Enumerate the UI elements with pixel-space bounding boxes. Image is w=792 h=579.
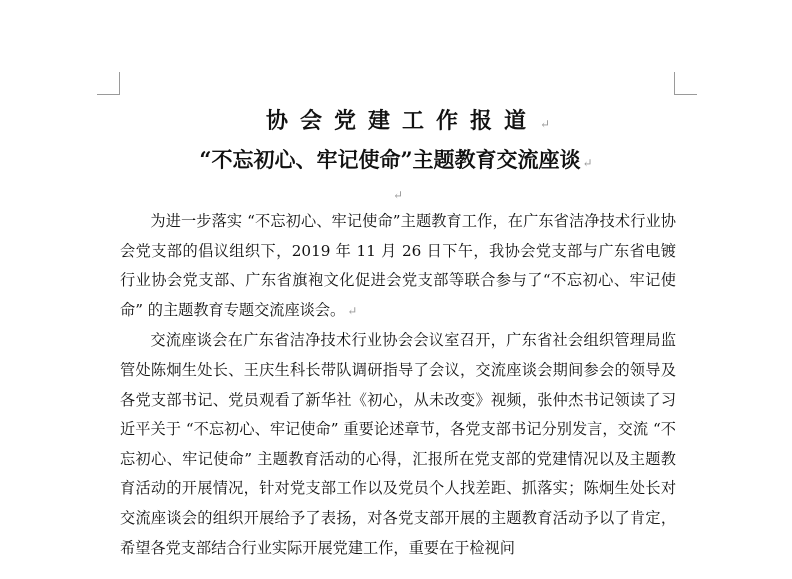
paragraph-mark-icon: ↵	[347, 303, 358, 318]
paragraph-text: 为进一步落实 “不忘初心、牢记使命”主题教育工作，在广东省洁净技术行业协会党支部的倡议组织下，2019 年 11 月 26 日下午，我协会党支部与广东省电镀行业协会党支部、广东省旗袍文化促进会党支部等联合参与了“不忘初心、牢记使命” 的主题教育专题交流座谈会。	[120, 212, 676, 319]
body-paragraph	[120, 207, 676, 326]
title-text: 协会党建工作报道	[265, 108, 538, 134]
paragraph-mark-icon: ↵	[539, 117, 551, 131]
crop-mark-top-left	[97, 72, 120, 95]
paragraph-mark-icon: ↵	[393, 188, 404, 202]
document-subtitle	[0, 144, 792, 174]
document-body	[120, 207, 676, 563]
subtitle-text: “不忘初心、牢记使命”主题教育交流座谈	[199, 147, 581, 172]
body-paragraph	[120, 326, 676, 563]
paragraph-mark-icon: ↵	[582, 156, 593, 170]
document-title	[0, 104, 792, 135]
paragraph-text: 交流座谈会在广东省洁净技术行业协会会议室召开，广东省社会组织管理局监管处陈炯生处长、王庆生科长带队调研指导了会议，交流座谈会期间参会的领导及各党支部书记、党员观看了新华社《初心，从未改变》视频，张仲杰书记领读了习近平关于 “不忘初心、牢记使命” 重要论述章节，各党支部书记分别发言，交流 “不忘初心、牢记使命” 主题教育活动的心得，汇报所在党支部的党建情况以及主题教育活动的开展情况，针对党支部工作以及党员个人找差距、抓落实；陈炯生处长对交流座谈会的组织开展给予了表扬，对各党支部开展的主题教育活动予以了肯定，希望各党支部结合行业实际开展党建工作，重要在于检视问	[120, 331, 676, 557]
crop-mark-top-right	[674, 72, 697, 95]
